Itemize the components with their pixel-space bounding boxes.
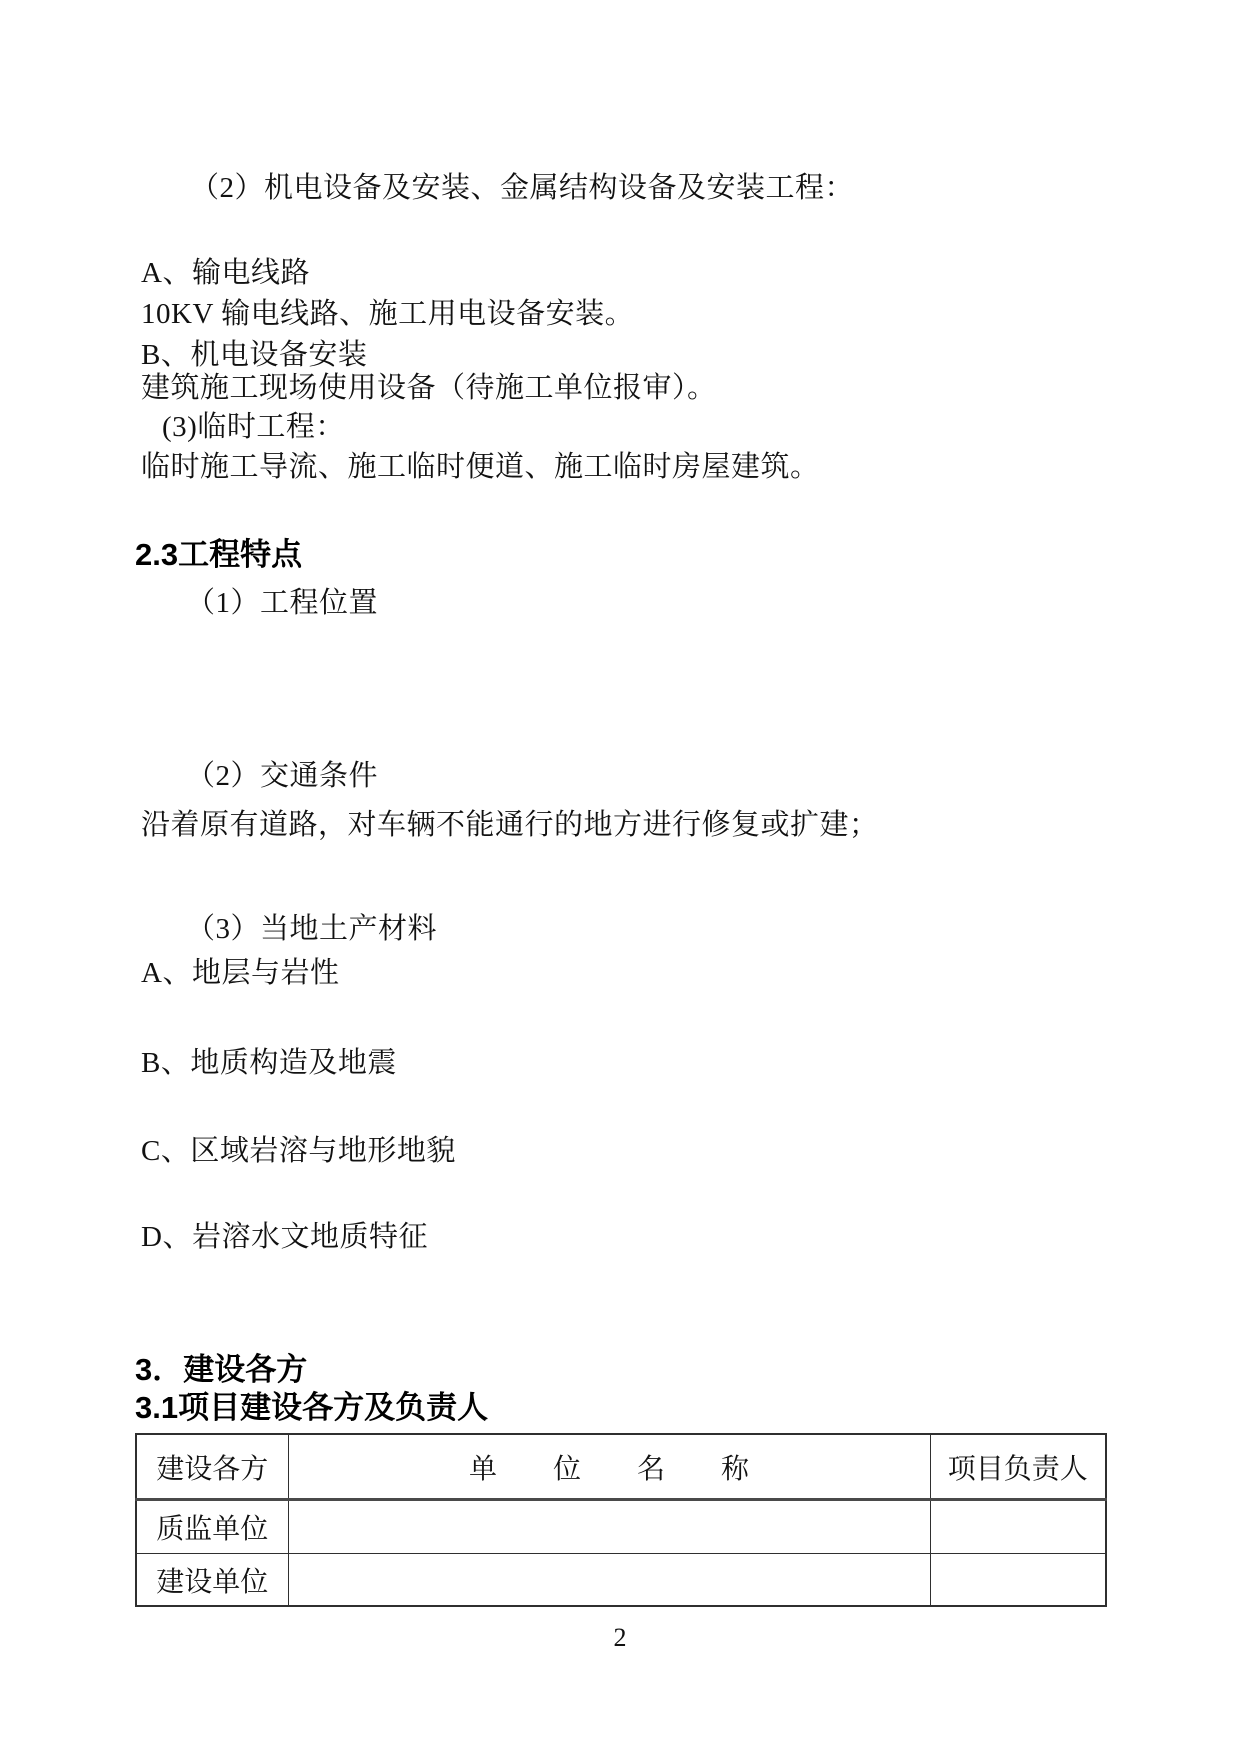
item-traffic: （2）交通条件	[186, 760, 379, 792]
header-project-manager: 项目负责人	[930, 1434, 1106, 1500]
heading-construction-parties: 3．建设各方	[135, 1352, 308, 1387]
line-10kv: 10KV 输电线路、施工用电设备安装。	[141, 298, 635, 330]
header-party: 建设各方	[136, 1434, 288, 1500]
line-b-mech: B、机电设备安装	[141, 339, 368, 371]
para-temp-title: (3)临时工程：	[162, 411, 345, 443]
cell-party-construction-unit: 建设单位	[136, 1554, 288, 1607]
table-header-row	[136, 1434, 1106, 1500]
parties-table	[135, 1433, 1107, 1607]
line-d-hydro: D、岩溶水文地质特征	[141, 1221, 428, 1253]
line-a-strata: A、地层与岩性	[141, 957, 340, 989]
line-site-equipment: 建筑施工现场使用设备（待施工单位报审）。	[141, 372, 717, 404]
cell-manager-empty	[930, 1554, 1106, 1607]
line-c-karst: C、区域岩溶与地形地貌	[141, 1135, 456, 1167]
item-location: （1）工程位置	[186, 587, 379, 619]
cell-manager-empty	[930, 1500, 1106, 1554]
line-b-geology: B、地质构造及地震	[141, 1047, 397, 1079]
cell-unit-name-empty	[288, 1500, 930, 1554]
para-equipment-title: （2）机电设备及安装、金属结构设备及安装工程：	[190, 172, 855, 204]
line-road: 沿着原有道路，对车辆不能通行的地方进行修复或扩建；	[141, 809, 879, 841]
table-row	[136, 1554, 1106, 1607]
heading-project-features: 2.3工程特点	[135, 537, 303, 572]
cell-party-quality-supervision: 质监单位	[136, 1500, 288, 1554]
table-row	[136, 1500, 1106, 1554]
heading-parties-and-managers: 3.1项目建设各方及负责人	[135, 1390, 489, 1425]
line-a-power: A、输电线路	[141, 257, 310, 289]
item-materials: （3）当地土产材料	[186, 913, 438, 945]
cell-unit-name-empty	[288, 1554, 930, 1607]
page-number: 2	[613, 1623, 627, 1652]
header-unit-name: 单 位 名 称	[288, 1434, 930, 1500]
line-temp-works: 临时施工导流、施工临时便道、施工临时房屋建筑。	[141, 451, 820, 483]
